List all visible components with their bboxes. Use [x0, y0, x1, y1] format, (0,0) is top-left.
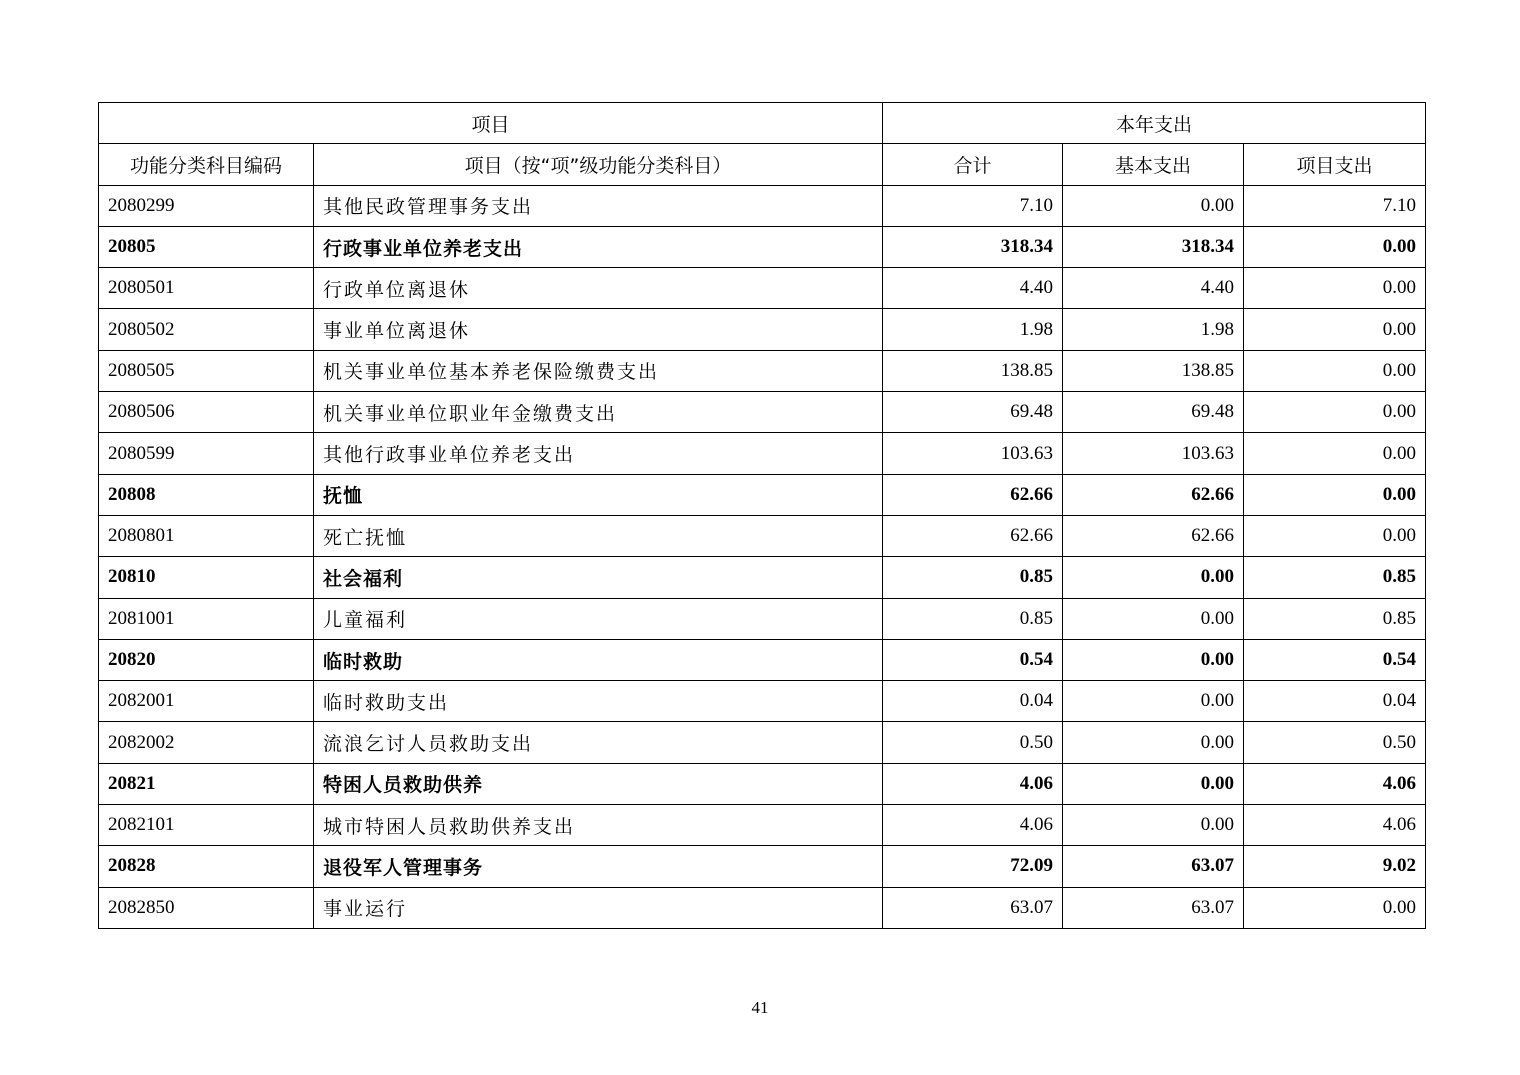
row-project: 0.00 [1244, 887, 1426, 928]
row-code: 2080505 [99, 350, 314, 391]
table-row [99, 515, 1426, 556]
row-total: 72.09 [883, 846, 1063, 887]
row-total: 0.50 [883, 722, 1063, 763]
row-project: 0.04 [1244, 681, 1426, 722]
row-name: 社会福利 [314, 557, 883, 598]
row-code: 2082001 [99, 681, 314, 722]
row-name: 机关事业单位基本养老保险缴费支出 [314, 350, 883, 391]
row-total: 4.06 [883, 763, 1063, 804]
row-project: 0.00 [1244, 433, 1426, 474]
row-total: 69.48 [883, 392, 1063, 433]
row-project: 0.00 [1244, 474, 1426, 515]
row-basic: 318.34 [1063, 226, 1244, 267]
row-code: 2081001 [99, 598, 314, 639]
row-project: 4.06 [1244, 763, 1426, 804]
row-project: 0.85 [1244, 557, 1426, 598]
row-basic: 63.07 [1063, 887, 1244, 928]
row-total: 1.98 [883, 309, 1063, 350]
row-code: 20805 [99, 226, 314, 267]
row-name: 机关事业单位职业年金缴费支出 [314, 392, 883, 433]
expenditure-table [98, 102, 1426, 929]
row-basic: 138.85 [1063, 350, 1244, 391]
row-basic: 0.00 [1063, 681, 1244, 722]
row-total: 318.34 [883, 226, 1063, 267]
table-row [99, 887, 1426, 928]
row-project: 0.54 [1244, 639, 1426, 680]
row-total: 63.07 [883, 887, 1063, 928]
row-basic: 0.00 [1063, 598, 1244, 639]
row-total: 0.85 [883, 598, 1063, 639]
row-name: 抚恤 [314, 474, 883, 515]
row-basic: 0.00 [1063, 763, 1244, 804]
header-row-group [99, 103, 1426, 144]
row-total: 4.40 [883, 268, 1063, 309]
header-code: 功能分类科目编码 [99, 144, 314, 185]
row-code: 20821 [99, 763, 314, 804]
row-basic: 62.66 [1063, 474, 1244, 515]
table-row [99, 639, 1426, 680]
table-row [99, 846, 1426, 887]
row-basic: 0.00 [1063, 557, 1244, 598]
table-row [99, 763, 1426, 804]
row-name: 行政单位离退休 [314, 268, 883, 309]
header-item-group: 项目 [99, 103, 883, 144]
row-basic: 4.40 [1063, 268, 1244, 309]
row-basic: 0.00 [1063, 639, 1244, 680]
row-project: 0.85 [1244, 598, 1426, 639]
row-code: 20810 [99, 557, 314, 598]
table-body [99, 185, 1426, 928]
row-project: 0.00 [1244, 515, 1426, 556]
row-name: 事业单位离退休 [314, 309, 883, 350]
row-basic: 69.48 [1063, 392, 1244, 433]
row-total: 103.63 [883, 433, 1063, 474]
header-total: 合计 [883, 144, 1063, 185]
table-row [99, 722, 1426, 763]
row-basic: 103.63 [1063, 433, 1244, 474]
row-code: 2082101 [99, 805, 314, 846]
row-total: 7.10 [883, 185, 1063, 226]
row-total: 62.66 [883, 474, 1063, 515]
row-basic: 0.00 [1063, 722, 1244, 763]
row-name: 儿童福利 [314, 598, 883, 639]
row-code: 20828 [99, 846, 314, 887]
row-code: 20808 [99, 474, 314, 515]
row-name: 流浪乞讨人员救助支出 [314, 722, 883, 763]
row-project: 7.10 [1244, 185, 1426, 226]
row-project: 9.02 [1244, 846, 1426, 887]
row-total: 0.85 [883, 557, 1063, 598]
row-name: 临时救助支出 [314, 681, 883, 722]
table-row [99, 392, 1426, 433]
row-name: 行政事业单位养老支出 [314, 226, 883, 267]
row-project: 4.06 [1244, 805, 1426, 846]
row-basic: 63.07 [1063, 846, 1244, 887]
table-row [99, 185, 1426, 226]
page-number: 41 [751, 998, 769, 1017]
table-row [99, 474, 1426, 515]
row-code: 2080506 [99, 392, 314, 433]
row-project: 0.00 [1244, 392, 1426, 433]
row-project: 0.00 [1244, 350, 1426, 391]
row-basic: 1.98 [1063, 309, 1244, 350]
row-project: 0.50 [1244, 722, 1426, 763]
row-project: 0.00 [1244, 309, 1426, 350]
row-name: 特困人员救助供养 [314, 763, 883, 804]
row-code: 2082850 [99, 887, 314, 928]
row-name: 死亡抚恤 [314, 515, 883, 556]
row-code: 2080502 [99, 309, 314, 350]
row-name: 退役军人管理事务 [314, 846, 883, 887]
header-expense-group: 本年支出 [883, 103, 1426, 144]
row-total: 62.66 [883, 515, 1063, 556]
row-name: 事业运行 [314, 887, 883, 928]
header-name: 项目（按“项”级功能分类科目） [314, 144, 883, 185]
row-name: 城市特困人员救助供养支出 [314, 805, 883, 846]
row-name: 临时救助 [314, 639, 883, 680]
row-total: 0.54 [883, 639, 1063, 680]
row-basic: 62.66 [1063, 515, 1244, 556]
row-basic: 0.00 [1063, 805, 1244, 846]
header-project: 项目支出 [1244, 144, 1426, 185]
row-code: 2080501 [99, 268, 314, 309]
table-row [99, 268, 1426, 309]
table-row [99, 681, 1426, 722]
row-name: 其他民政管理事务支出 [314, 185, 883, 226]
row-name: 其他行政事业单位养老支出 [314, 433, 883, 474]
row-code: 20820 [99, 639, 314, 680]
row-project: 0.00 [1244, 226, 1426, 267]
row-code: 2080299 [99, 185, 314, 226]
table-row [99, 557, 1426, 598]
row-total: 138.85 [883, 350, 1063, 391]
header-basic: 基本支出 [1063, 144, 1244, 185]
table-row [99, 309, 1426, 350]
header-row-columns [99, 144, 1426, 185]
table-row [99, 805, 1426, 846]
row-code: 2080801 [99, 515, 314, 556]
table-row [99, 226, 1426, 267]
row-code: 2082002 [99, 722, 314, 763]
row-total: 4.06 [883, 805, 1063, 846]
table-row [99, 433, 1426, 474]
row-total: 0.04 [883, 681, 1063, 722]
row-code: 2080599 [99, 433, 314, 474]
row-basic: 0.00 [1063, 185, 1244, 226]
row-project: 0.00 [1244, 268, 1426, 309]
table-row [99, 350, 1426, 391]
table-row [99, 598, 1426, 639]
